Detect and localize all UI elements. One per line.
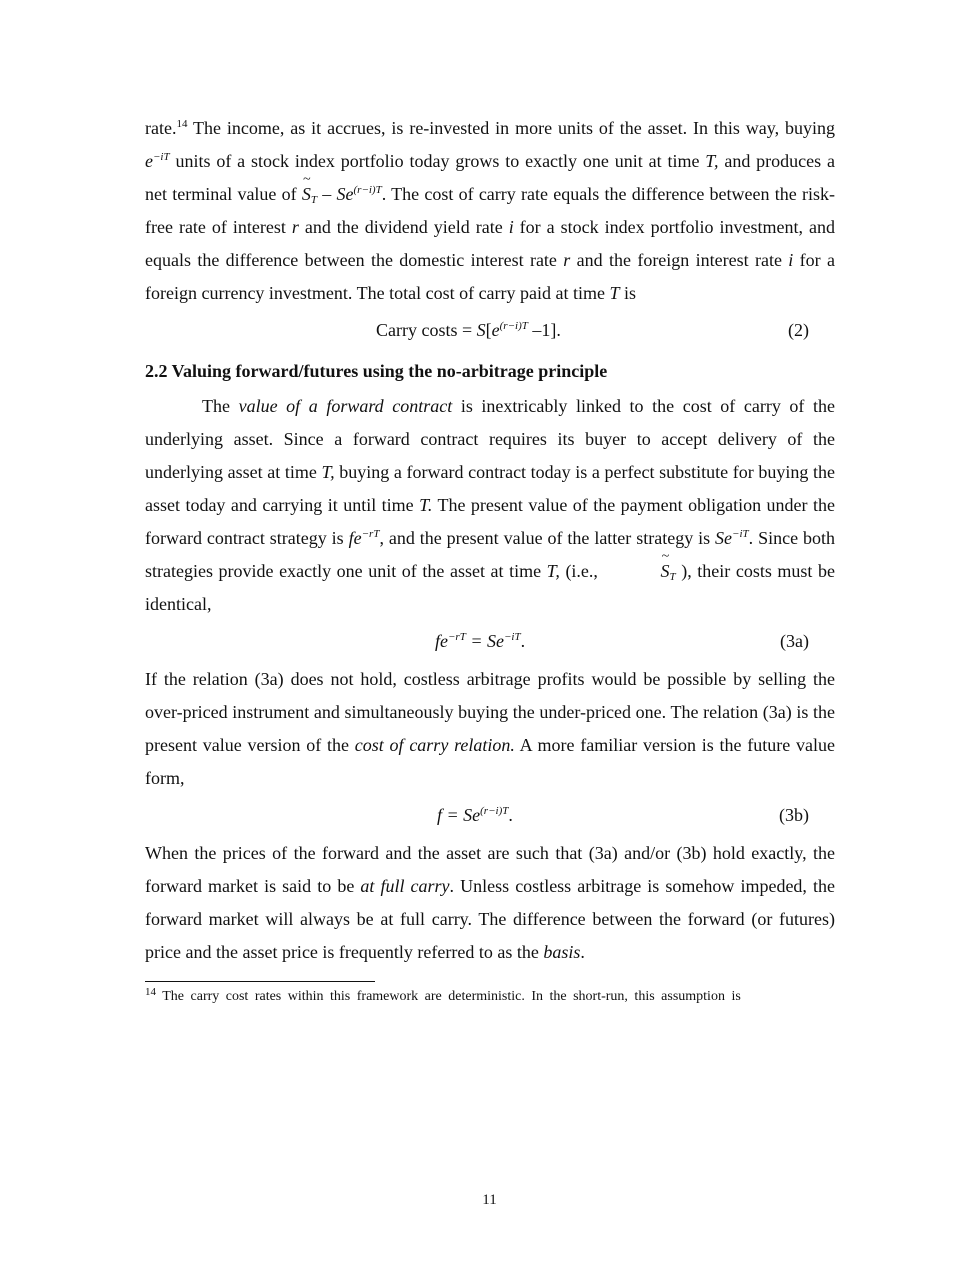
- math-i: i: [508, 217, 514, 237]
- emphasis: cost of carry relation.: [354, 735, 515, 755]
- math-e: e: [145, 151, 153, 171]
- text: for a stock index portfolio investment, and equals the difference between the domestic interest rate: [145, 217, 835, 270]
- math-i: i: [788, 250, 794, 270]
- text: for a foreign currency investment. The total cost of carry paid at time: [145, 250, 835, 303]
- emphasis: value of a forward contract: [238, 396, 453, 416]
- paragraph-2: The value of a forward contract is inextricably linked to the cost of carry of the underlying asset. Since a forward contract requires its buyer to accept delivery of the underlying asset at time T, buying a forward contract today is a perfect substitute for buying the asset today and carrying it until time T. The present value of the payment obligation under the forward contract strategy is $fe^{-rT}$, and the present value of the latter strategy is $Se^{-iT}$. Since both strategies provide exactly one unit of the asset at time T, (i.e., ~ $S_T$ ), their costs must be identical,: [145, 390, 835, 621]
- math-r: r: [563, 250, 571, 270]
- equation-number: (3a): [780, 631, 809, 651]
- equation-number: (3b): [779, 805, 809, 825]
- footnote-ref[interactable]: 14: [176, 118, 188, 130]
- math-sub: T: [310, 194, 318, 206]
- text: and the dividend yield rate: [298, 217, 509, 237]
- math-r: r: [291, 217, 299, 237]
- text: The income, as it accrues, is re-invested in more units of the asset. In this way, buying: [187, 118, 835, 138]
- equation-body: $fe^{-rT} = Se^{-iT}$.: [435, 631, 526, 651]
- math-fe: fe: [348, 528, 362, 548]
- page-body: [145, 110, 835, 1008]
- text: is: [619, 283, 637, 303]
- text: . The cost of carry rate equals the difference between the risk-free rate of interest: [145, 184, 835, 237]
- paragraph-3: If the relation (3a) does not hold, costless arbitrage profits would be possible by selling the over-priced instrument and simultaneously buying the under-priced one. The relation (3a) is the present value version of the cost of carry relation. A more familiar version is the future value form,: [145, 669, 835, 788]
- section-heading: 2.2 Valuing forward/futures using the no-arbitrage principle: [145, 361, 608, 381]
- page-number: 11: [482, 1192, 497, 1208]
- footnote: [145, 986, 835, 1008]
- equation-3a: [145, 621, 835, 663]
- math-S-tilde: ~ S: [302, 178, 311, 211]
- text: rate.: [145, 118, 177, 138]
- text: and produces a net terminal value of: [145, 151, 835, 204]
- math-T: T,: [705, 151, 719, 171]
- math-S-tilde: ~ S: [604, 555, 670, 588]
- text: units of a stock index portfolio today grows to exactly one unit at time: [169, 151, 706, 171]
- footnote-marker: 14: [145, 986, 156, 998]
- equation-2: [145, 310, 835, 352]
- math-exp: (r−i)T: [353, 184, 382, 196]
- math-Se: Se: [715, 528, 733, 548]
- equation-body: $f = Se^{(r-i)T}$.: [437, 805, 513, 825]
- emphasis: at full carry: [360, 876, 450, 896]
- equation-body: Carry costs = $S[e^{(r-i)T}$ –1].: [376, 320, 561, 340]
- equation-number: (2): [788, 320, 809, 340]
- math-Se: – Se: [317, 184, 354, 204]
- emphasis: basis: [543, 942, 581, 962]
- math-T: T: [609, 283, 620, 303]
- paragraph-1: [145, 112, 835, 310]
- equation-3b: [145, 795, 835, 837]
- math-exp: −iT: [153, 151, 170, 163]
- text: and the foreign interest rate: [570, 250, 789, 270]
- footnote-divider: [145, 981, 375, 982]
- paragraph-4: When the prices of the forward and the asset are such that (3a) and/or (3b) hold exactly, the forward market is said to be at full carry. Unless costless arbitrage is somehow impeded, the forward market will always be at full carry. The difference between the forward (or futures) price and the asset price is frequently referred to as the basis.: [145, 843, 835, 962]
- footnote-text: The carry cost rates within this framework are deterministic. In the short-run, this assumption is: [156, 989, 741, 1004]
